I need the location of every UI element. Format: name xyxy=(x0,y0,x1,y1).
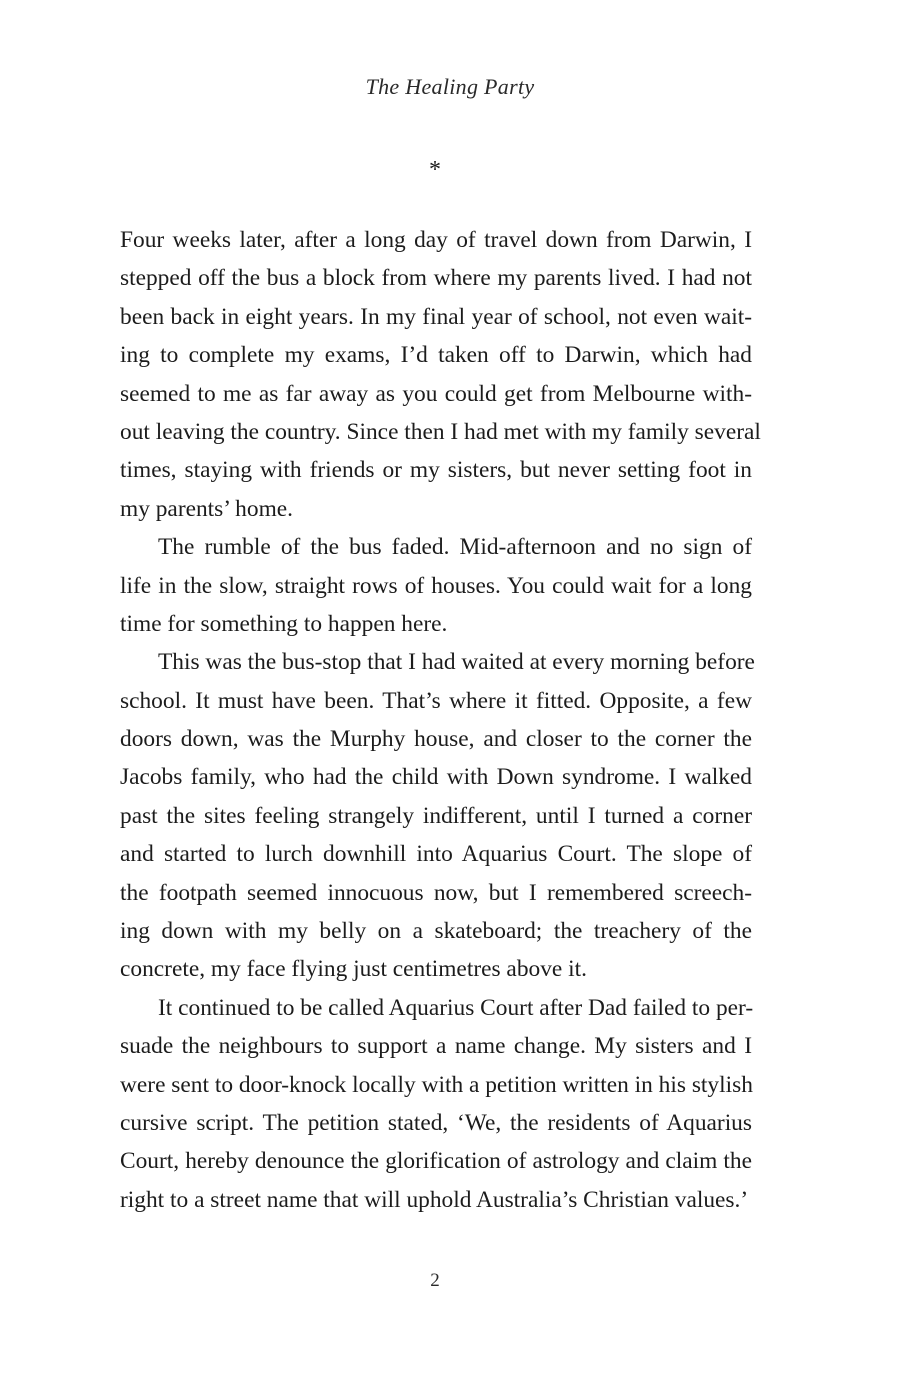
text-line: seemed to me as far away as you could get from Melbourne with- xyxy=(120,380,752,407)
text-line: ing to complete my exams, I’d taken off to Darwin, which had xyxy=(120,342,752,369)
body-text xyxy=(120,221,761,1219)
text-line: out leaving the country. Since then I had met with my family several xyxy=(120,418,761,445)
text-line: the footpath seemed innocuous now, but I remembered screech- xyxy=(120,879,752,906)
text-line: right to a street name that will uphold Australia’s Christian values.’ xyxy=(120,1186,749,1213)
text-line: and started to lurch downhill into Aquarius Court. The slope of xyxy=(120,841,752,868)
text-line: This was the bus-stop that I had waited at every morning before xyxy=(158,649,755,676)
text-line: my parents’ home. xyxy=(120,495,293,522)
text-line: past the sites feeling strangely indifferent, until I turned a corner xyxy=(120,802,752,829)
paragraph xyxy=(120,221,761,528)
paragraph xyxy=(120,643,755,989)
text-line: concrete, my face flying just centimetres above it. xyxy=(120,956,587,983)
text-line: school. It must have been. That’s where it fitted. Opposite, a few xyxy=(120,687,752,714)
text-line: time for something to happen here. xyxy=(120,610,448,637)
text-line: suade the neighbours to support a name change. My sisters and I xyxy=(120,1033,752,1060)
text-line: doors down, was the Murphy house, and closer to the corner the xyxy=(120,726,752,753)
text-line: cursive script. The petition stated, ‘We, the residents of Aquarius xyxy=(120,1109,752,1136)
page-number: 2 xyxy=(430,1270,440,1291)
text-line: stepped off the bus a block from where my parents lived. I had not xyxy=(120,265,752,292)
text-line: been back in eight years. In my final year of school, not even wait- xyxy=(120,303,752,330)
text-line: times, staying with friends or my sisters, but never setting foot in xyxy=(120,457,752,484)
text-line: Jacobs family, who had the child with Down syndrome. I walked xyxy=(120,764,752,791)
text-line: Four weeks later, after a long day of travel down from Darwin, I xyxy=(120,227,752,253)
text-line: The rumble of the bus faded. Mid-afternoon and no sign of xyxy=(158,534,752,561)
text-line: were sent to door-knock locally with a petition written in his stylish xyxy=(120,1071,753,1098)
paragraph xyxy=(120,989,752,1219)
paragraph xyxy=(120,528,752,643)
text-line: life in the slow, straight rows of houses. You could wait for a long xyxy=(120,572,752,599)
scene-break-asterisk: * xyxy=(429,157,441,183)
running-head: The Healing Party xyxy=(365,74,535,99)
text-line: It continued to be called Aquarius Court after Dad failed to per- xyxy=(158,994,754,1021)
text-line: Court, hereby denounce the glorification of astrology and claim the xyxy=(120,1148,752,1175)
text-line: ing down with my belly on a skateboard; the treachery of the xyxy=(120,918,752,945)
